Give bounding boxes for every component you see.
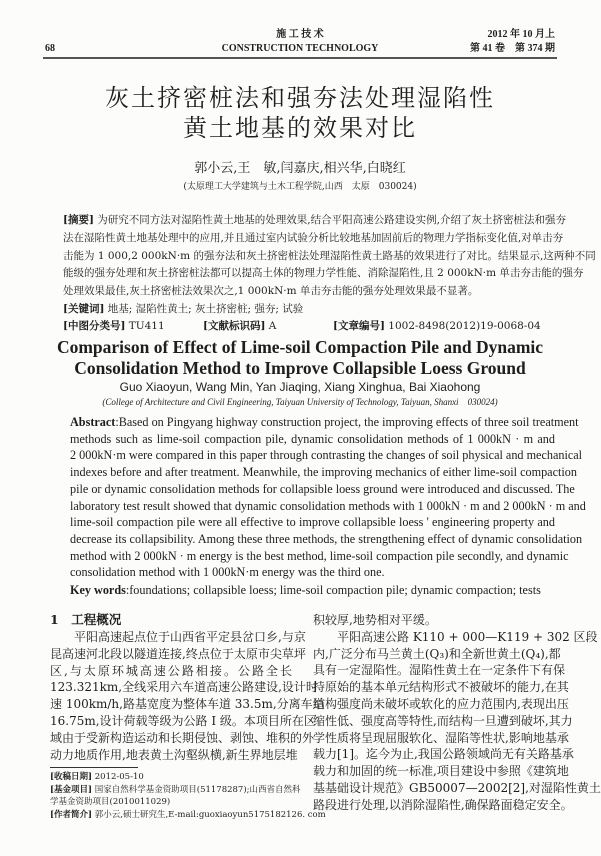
- footnote-fund: [50, 785, 301, 796]
- text-line: [313, 746, 574, 762]
- authors-cn: 郭小云,王 敏,闫嘉庆,相兴华,白晓红: [194, 161, 406, 176]
- line-text: 速 100km/h,路基宽度为整体车道 33.5m,分离车道: [50, 697, 325, 712]
- line-text: 内,广泛分布马兰黄土(Q₃)和全新世黄土(Q₄),都: [313, 646, 561, 661]
- text-line: [70, 447, 583, 463]
- header-rule: [43, 57, 557, 59]
- text-line: [313, 662, 566, 678]
- volume-issue: 第 41 卷 第 374 期: [470, 43, 555, 54]
- line-text: method with 2 000kN · m energy is the best method, lime-soil compaction pile secondly, and dynamic: [70, 548, 569, 563]
- journal-name-en: CONSTRUCTION TECHNOLOGY: [221, 43, 379, 54]
- line-text: 持原始的基本单元结构形式不被破坏的能力,在其: [313, 680, 569, 695]
- text-line: [313, 629, 598, 645]
- text-line: [313, 612, 555, 628]
- line-text: 动力地质作用,地表黄土沟壑纵横,新生界地层堆: [50, 747, 298, 762]
- title-en-line-2: Consolidation Method to Improve Collapsible Loess Ground: [74, 358, 526, 378]
- line-text: :Based on Pingyang highway construction project, the improving effects of three soil treatment: [115, 415, 579, 429]
- authors-en: Guo Xiaoyun, Wang Min, Yan Jiaqing, Xiang Xinghua, Bai Xiaohong: [119, 380, 481, 394]
- text-line: [70, 481, 575, 497]
- text-line: [313, 763, 569, 779]
- fund-text-1: 国家自然科学基金资助项目(51178287);山西省自然科: [92, 785, 301, 795]
- text-line: [50, 646, 306, 662]
- text-line: [313, 730, 569, 746]
- doc-code-value: A: [265, 320, 277, 332]
- abstract-label: [摘要]: [63, 214, 94, 226]
- line-text: 路段进行处理,以消除湿陷性,确保路面稳定安全。: [313, 797, 573, 812]
- text-line: [50, 730, 315, 746]
- text-line: [313, 696, 569, 712]
- text-line: [63, 248, 596, 265]
- text-line: [313, 797, 573, 813]
- line-text: 平阳高速起点位于山西省平定县岔口乡,与京: [50, 630, 306, 644]
- line-text: 能级的强夯处理和灰土挤密桩法都可以提高土体的物理力学性能、消除湿陷性,且 2 000kN·m 单击夯击能的强夯: [63, 267, 584, 280]
- text-line: [50, 747, 298, 763]
- section-heading: 1 工程概况: [50, 612, 122, 627]
- affiliation-cn: (太原理工大学建筑与土木工程学院,山西 太原 030024): [183, 182, 417, 192]
- line-text: 昆高速河北段以隧道连接,终点位于太原市尖草坪: [50, 646, 306, 661]
- line-text: 学性质将呈现屈服软化、湿陷等性状,影响地基承: [313, 730, 569, 745]
- line-text: 载力和加固的统一标准,项目建设中参照《建筑地: [313, 764, 569, 779]
- text-line: [63, 265, 584, 282]
- text-line: [50, 713, 316, 729]
- line-text: 具有一定湿陷性。湿陷性黄土在一定条件下有保: [313, 663, 566, 678]
- received-date: 2012-05-10: [92, 772, 144, 782]
- text-line: [313, 713, 573, 729]
- text-line: [70, 531, 583, 547]
- text-line: [70, 514, 555, 530]
- line-text: 缩性低、强度高等特性,而结构一旦遭到破坏,其力: [313, 713, 573, 728]
- keywords-cn-label: [关键词]: [63, 303, 105, 315]
- text-line: [50, 629, 306, 645]
- fund-label: [基金项目]: [50, 785, 93, 795]
- keywords-en-label: Key words: [70, 583, 126, 597]
- line-text: 为研究不同方法对湿陷性黄土地基的处理效果,结合平阳高速公路建设实例,介绍了灰土挤密桩法和强夯: [93, 214, 566, 226]
- line-text: 区,与太原环城高速公路相接。公路全长: [50, 663, 292, 678]
- title-cn-line-2: 黄土地基的效果对比: [183, 114, 417, 142]
- line-text: 2 000kN·m were compared in this paper through contrasting the changes of soil physical and mechanical: [70, 448, 583, 463]
- text-line: [70, 414, 579, 430]
- text-line: [70, 431, 555, 447]
- line-text: 16.75m,设计荷载等级为公路 I 级。本项目所在区: [50, 714, 316, 728]
- line-text: laboratory test result showed that dynamic consolidation methods with 1 000kN · m and 2 000kN · m and: [70, 498, 586, 513]
- text-line: [313, 679, 569, 695]
- text-line: [313, 780, 601, 796]
- line-text: indexes before and after treatment. Meanwhile, the improving mechanics of either lime-soil compaction: [70, 465, 577, 480]
- text-line: [50, 679, 318, 695]
- text-line: [63, 283, 555, 300]
- line-text: 基基础设计规范》GB50007—2002[2],对湿陷性黄土: [313, 781, 601, 795]
- text-line: [70, 564, 555, 580]
- footnote-received: [50, 772, 144, 783]
- text-line: [63, 212, 566, 229]
- text-line: [70, 464, 577, 480]
- issue-date: 2012 年 10 月上: [487, 29, 555, 40]
- page-number: 68: [45, 43, 55, 54]
- line-text: consolidation method with 1 000kN·m energy was the third one.: [70, 565, 385, 580]
- line-text: 积较厚,地势相对平缓。: [313, 613, 437, 627]
- line-text: 域由于受新构造运动和长期侵蚀、剥蚀、堆积的外: [50, 730, 315, 745]
- keywords-en-text: :foundations; collapsible loess; lime-soil compaction pile; dynamic compaction; tests: [125, 583, 541, 597]
- classification-row: [63, 318, 555, 334]
- keywords-cn-text: 地基; 湿陷性黄土; 灰土挤密桩; 强夯; 试验: [104, 303, 304, 315]
- clc-label: [中图分类号]: [63, 320, 126, 332]
- footnote-author: [50, 810, 326, 821]
- line-text: 结构强度尚未破坏或软化的应力范围内,表现出压: [313, 697, 569, 711]
- journal-name-cn: 施 工 技 术: [276, 29, 324, 40]
- text-line: [50, 696, 325, 712]
- received-label: [收稿日期]: [50, 772, 93, 782]
- line-text: 123.321km,全线采用六车道高速公路建设,设计时: [50, 680, 318, 695]
- footnote-rule: [50, 767, 138, 768]
- line-text: pile or dynamic consolidation methods for collapsible loess ground were introduced and discussed. The: [70, 481, 575, 496]
- doc-code-label: [文献标识码]: [203, 320, 266, 332]
- line-text: lime-soil compaction pile were all effective to improve collapsible loess ' engineering property and: [70, 515, 555, 530]
- line-text: 平阳高速公路 K110 + 000—K119 + 302 区段: [313, 629, 598, 644]
- line-text: decrease its collapsibility. Among these three methods, the strengthening effect of dynamic consolidation: [70, 531, 583, 546]
- abstract-label: Abstract: [70, 415, 116, 429]
- article-no-value: 1002-8498(2012)19-0068-04: [384, 320, 541, 332]
- line-text: 法在湿陷性黄土地基处理中的应用,并且通过室内试验分析比较地基加固前后的物理力学指标变化值,对单击夯: [63, 231, 564, 244]
- author-bio: 郭小云,硕士研究生,E-mail:guoxiaoyun5175182126. com: [92, 810, 326, 820]
- affiliation-en: (College of Architecture and Civil Engineering, Taiyuan University of Technology, Taiyuan, Shanxi 030024): [102, 397, 498, 407]
- article-no-label: [文章编号]: [333, 320, 385, 332]
- line-text: 处理效果最佳,灰土挤密桩法效果次之,1 000kN·m 单击夯击能的强夯处理效果最不显著。: [63, 285, 479, 298]
- line-text: methods such as lime-soil compaction pile, dynamic consolidation methods of 1 000kN · m and: [70, 431, 555, 446]
- title-cn-line-1: 灰土挤密桩法和强夯法处理湿陷性: [105, 84, 495, 112]
- footnote-fund-cont: 学基金资助项目(2010011029): [50, 797, 171, 807]
- line-text: 载力[1]。迄今为止,我国公路领域尚无有关路基承: [313, 747, 574, 762]
- author-label: [作者简介]: [50, 810, 93, 820]
- text-line: [70, 498, 586, 514]
- clc-value: TU411: [125, 320, 165, 332]
- keywords-en: [70, 582, 541, 598]
- line-text: 击能为 1 000,2 000kN·m 的强夯法和灰土挤密桩法处理湿陷性黄土路基的效果进行了对比。结果显示,这两种不同: [63, 249, 596, 262]
- text-line: [313, 646, 561, 662]
- text-line: [50, 663, 292, 679]
- text-line: [70, 548, 569, 564]
- keywords-cn: [63, 301, 303, 317]
- title-en-line-1: Comparison of Effect of Lime-soil Compaction Pile and Dynamic: [56, 337, 544, 357]
- text-line: [63, 230, 564, 247]
